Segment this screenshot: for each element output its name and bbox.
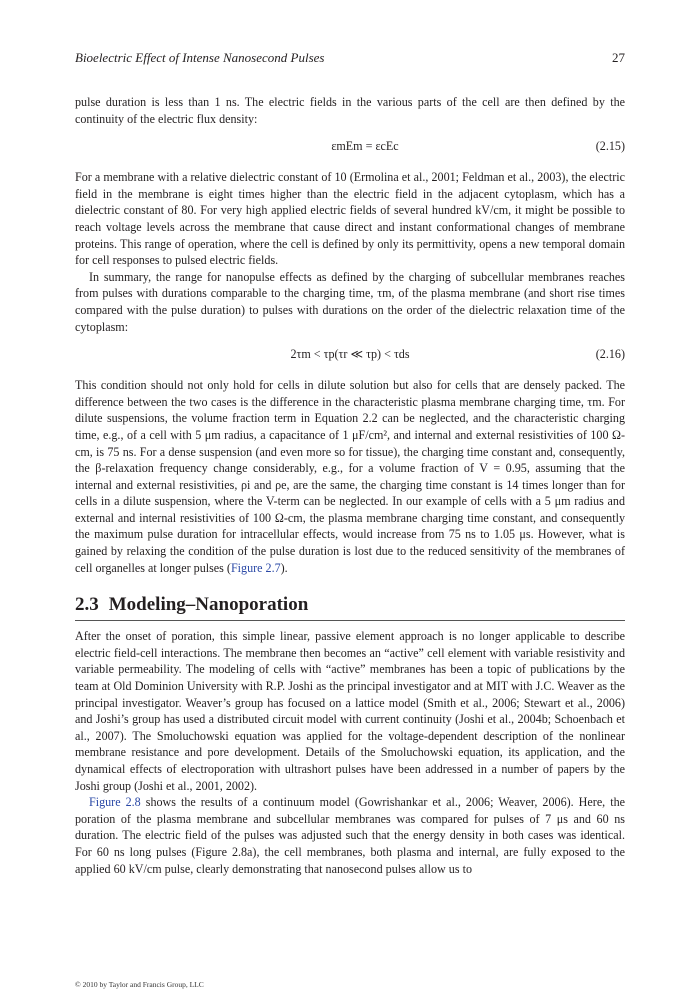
paragraph-6 (75, 794, 625, 877)
paragraph-2: For a membrane with a relative dielectric constant of 10 (Ermolina et al., 2001; Feldman et al., 2003), the electric field in the membrane is eight times higher than the electric field in the adjacent cytoplasm, which has a dielectric constant of 80. For very high applied electric fields of several hundred kV/cm, it might be possible to reach voltage levels across the membrane that cause direct and instant conformational changes of membrane proteins. This range of operation, where the cell is defined by only its permittivity, opens a new temporal domain for cell responses to pulsed electric fields. (75, 170, 625, 268)
copyright-footer: © 2010 by Taylor and Francis Group, LLC (75, 980, 204, 989)
equation-2-15-body: εmEm = εcEc (331, 139, 399, 154)
paragraph-5: After the onset of poration, this simple linear, passive element approach is no longer applicable to describe electric field-cell interactions. The membrane then becomes an “active” cell element with variable resistivity and variable permeability. The modeling of cells with “active” membranes has been a topic of publications by the team at Old Dominion University with R.P. Joshi as the principal investigator and at MIT with J.C. Weaver as the principal investigator. Weaver’s group has focused on a lattice model (Smith et al., 2006; Stewart et al., 2006) and Joshi’s group has used a distributed circuit model with current continuity (Joshi et al., 2004b; Schoenbach et al., 2007). The Smoluchowski equation was applied for the voltage-dependent description of the nonlinear membrane resistance and pore development. Details of the Smoluchowski equation, its application, and the dynamical effects of electroporation with ultrashort pulses have been addressed in a number of papers by the Joshi group (Joshi et al., 2001, 2002). (75, 629, 625, 793)
paragraph-3: In summary, the range for nanopulse effects as defined by the charging of subcellular membranes reaches from pulses with durations comparable to the charging time, τm, of the plasma membrane (and short rise times compared with the pulse duration) to pulses with durations on the order of the dielectric relaxation time of the cytoplasm: (75, 269, 625, 334)
equation-2-16 (75, 346, 625, 363)
body-text (75, 94, 625, 877)
running-header (75, 50, 625, 66)
equation-2-16-body: 2τm < τp(τr ≪ τp) < τds (290, 347, 410, 362)
paragraph-1: pulse duration is less than 1 ns. The electric fields in the various parts of the cell are then defined by the continuity of the electric flux density: (75, 95, 625, 126)
paragraph-6-text: shows the results of a continuum model (Gowrishankar et al., 2006; Weaver, 2006). Here, the poration of the plasma membrane and subcellular membranes was compared for pulses of 7 μs and 60 ns duration. The electric field of the pulses was adjusted such that the energy density in both cases was identical. For 60 ns long pulses (Figure 2.8a), the cell membranes, both plasma and internal, are fully exposed to the applied 60 kV/cm pulse, clearly demonstrating that nanosecond pulses allow us to (75, 795, 625, 876)
equation-2-15 (75, 138, 625, 155)
section-title: Modeling–Nanoporation (108, 594, 309, 616)
equation-2-16-number: (2.16) (595, 347, 625, 362)
paragraph-4-text: This condition should not only hold for cells in dilute solution but also for cells that are densely packed. The difference between the two cases is the difference in the characteristic plasma membrane charging time, τm. For dilute suspensions, the volume fraction term in Equation 2.2 can be neglected, and the characteristic charging time, e.g., of a cell with 5 μm radius, a capacitance of 1 μF/cm², and internal and external resistivities of 100 Ω-cm, is 75 ns. For a dense suspension (and even more so for tissue), the charging time constant and, consequently, the β-relaxation frequency change considerably, e.g., for a volume fraction of V = 0.95, assuming that the internal and external resistivities, ρi and ρe, are the same, the charging time constant is 14 times longer than for cells in a dilute suspension, where the V-term can be neglected. In our example of cells with a 5 μm radius and external and internal resistivities of 100 Ω-cm, the plasma membrane charging time constant, and consequently the maximum pulse duration for intracellular effects, would increase from 75 ns to 1.05 μs. However, what is gained by relaxing the condition of the pulse duration is lost due to the reduced sensitivity of the membranes of cell organelles at longer pulses ( (75, 378, 625, 575)
paragraph-4-closing: ). (280, 560, 288, 575)
figure-2-8-link[interactable]: Figure 2.8 (89, 795, 141, 810)
page-number: 27 (612, 50, 625, 65)
paragraph-4 (75, 377, 625, 576)
figure-2-7-link[interactable]: Figure 2.7 (230, 560, 281, 575)
equation-2-15-number: (2.15) (595, 139, 625, 154)
section-heading (75, 594, 625, 621)
running-title: Bioelectric Effect of Intense Nanosecond Pulses (75, 50, 325, 65)
section-number: 2.3 (75, 594, 99, 616)
